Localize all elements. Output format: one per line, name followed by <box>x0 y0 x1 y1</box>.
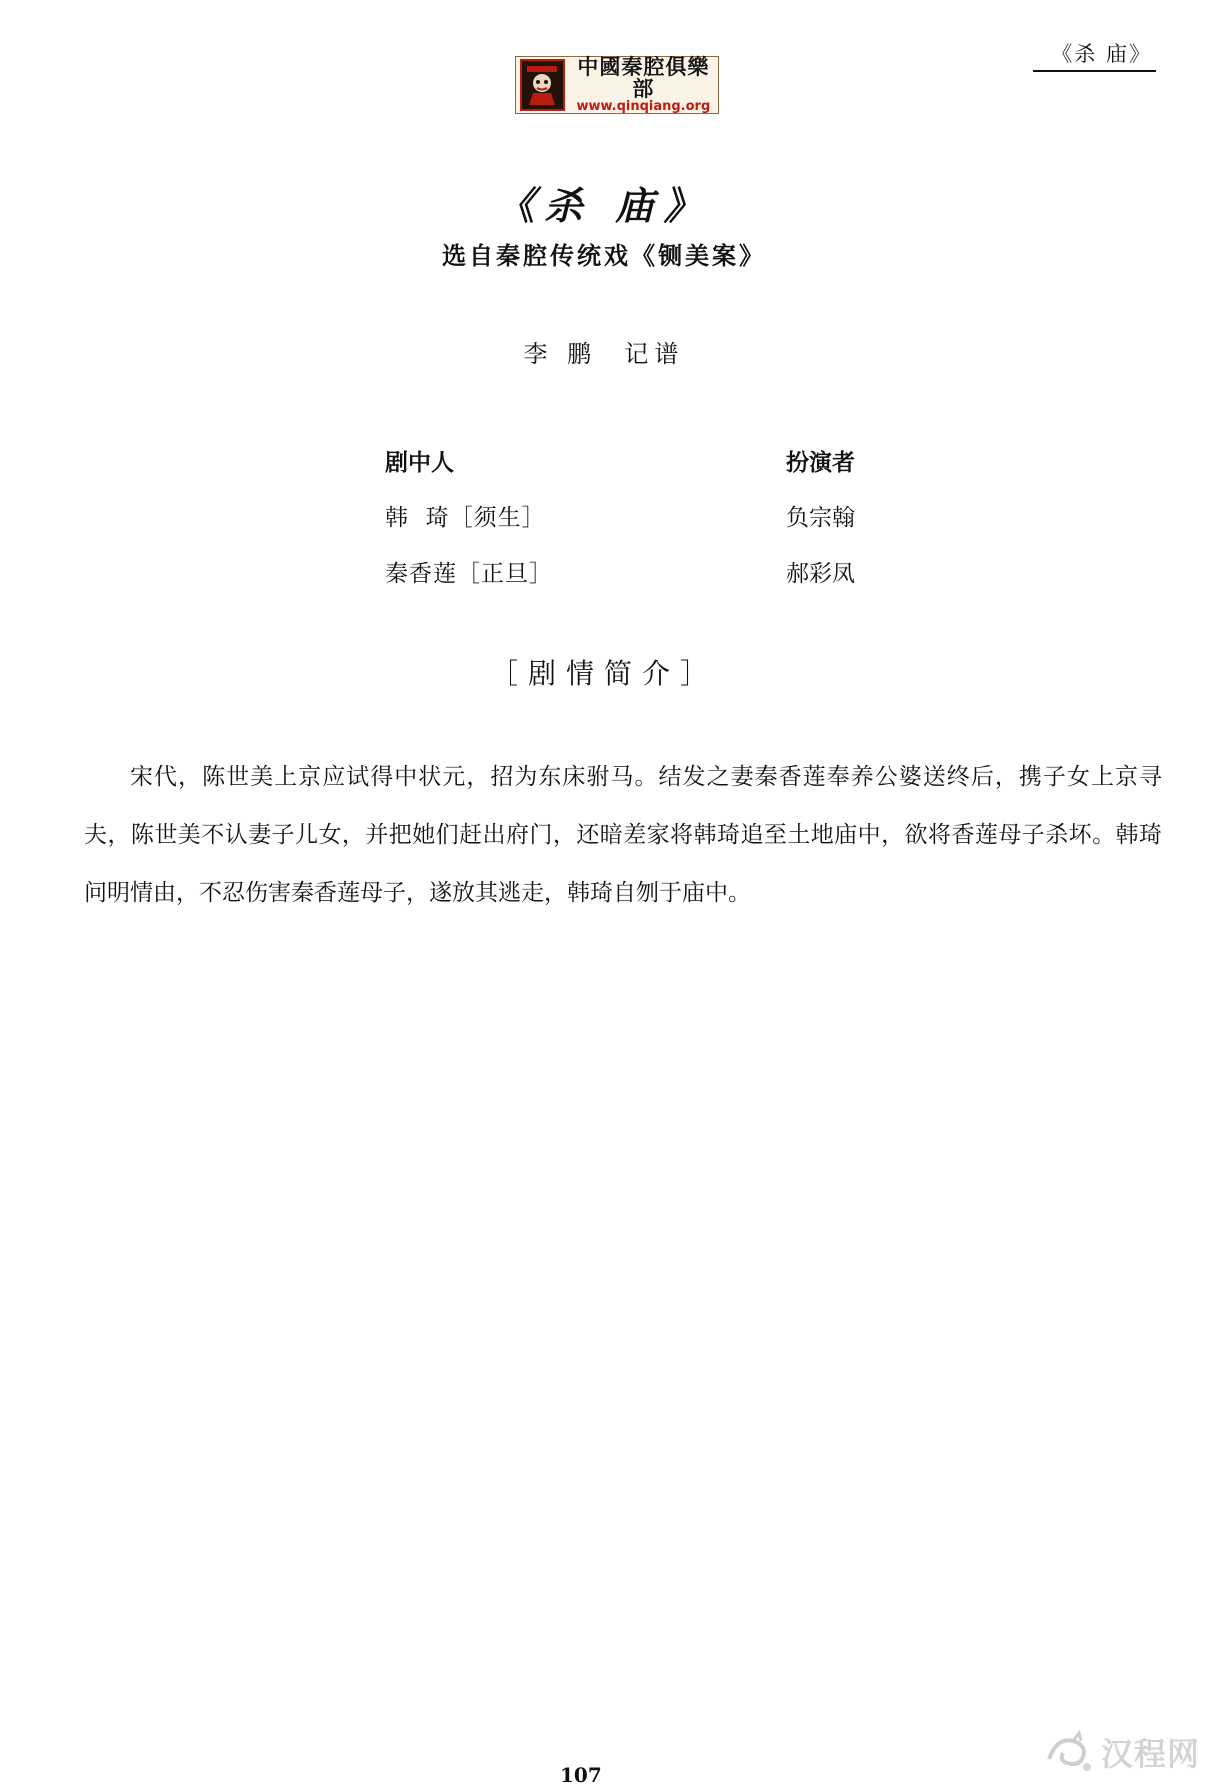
watermark <box>1043 1729 1200 1775</box>
dragon-logo-icon <box>1043 1729 1097 1775</box>
cast-role: 秦香莲［正旦］ <box>385 561 553 587</box>
page-title: 《杀 庙》 <box>496 183 712 228</box>
cast-row <box>385 499 855 532</box>
cast-performer: 负宗翰 <box>786 505 855 531</box>
club-logo <box>515 56 719 114</box>
cast-header <box>385 444 855 477</box>
notation-credit: 李 鹏 记谱 <box>523 340 685 368</box>
opera-mask-icon <box>520 59 565 111</box>
watermark-brand: 汉程网 <box>1100 1735 1200 1773</box>
cast-header-role: 剧中人 <box>385 450 454 476</box>
cast-header-performer: 扮演者 <box>786 450 855 476</box>
page-subtitle: 选自秦腔传统戏《铡美案》 <box>442 241 766 270</box>
cast-row <box>385 555 855 588</box>
cast-performer: 郝彩凤 <box>786 561 855 587</box>
running-header: 《杀 庙》 <box>1033 38 1156 72</box>
page-number: 107 <box>560 1763 602 1787</box>
section-heading: ［剧情简介］ <box>489 657 718 690</box>
cast-role: 韩 琦［须生］ <box>385 505 546 531</box>
logo-url: www.qinqiang.org <box>576 99 711 115</box>
logo-name: 中國秦腔俱樂部 <box>577 55 710 102</box>
synopsis-paragraph: 宋代，陈世美上京应试得中状元，招为东床驸马。结发之妻秦香莲奉养公婆送终后，携子女上京寻夫，陈世美不认妻子儿女，并把她们赶出府门，还暗差家将韩琦追至土地庙中，欲将香莲母子杀坏。韩琦问明情由，不忍伤害秦香莲母子，遂放其逃走，韩琦自刎于庙中。 <box>84 764 1162 906</box>
